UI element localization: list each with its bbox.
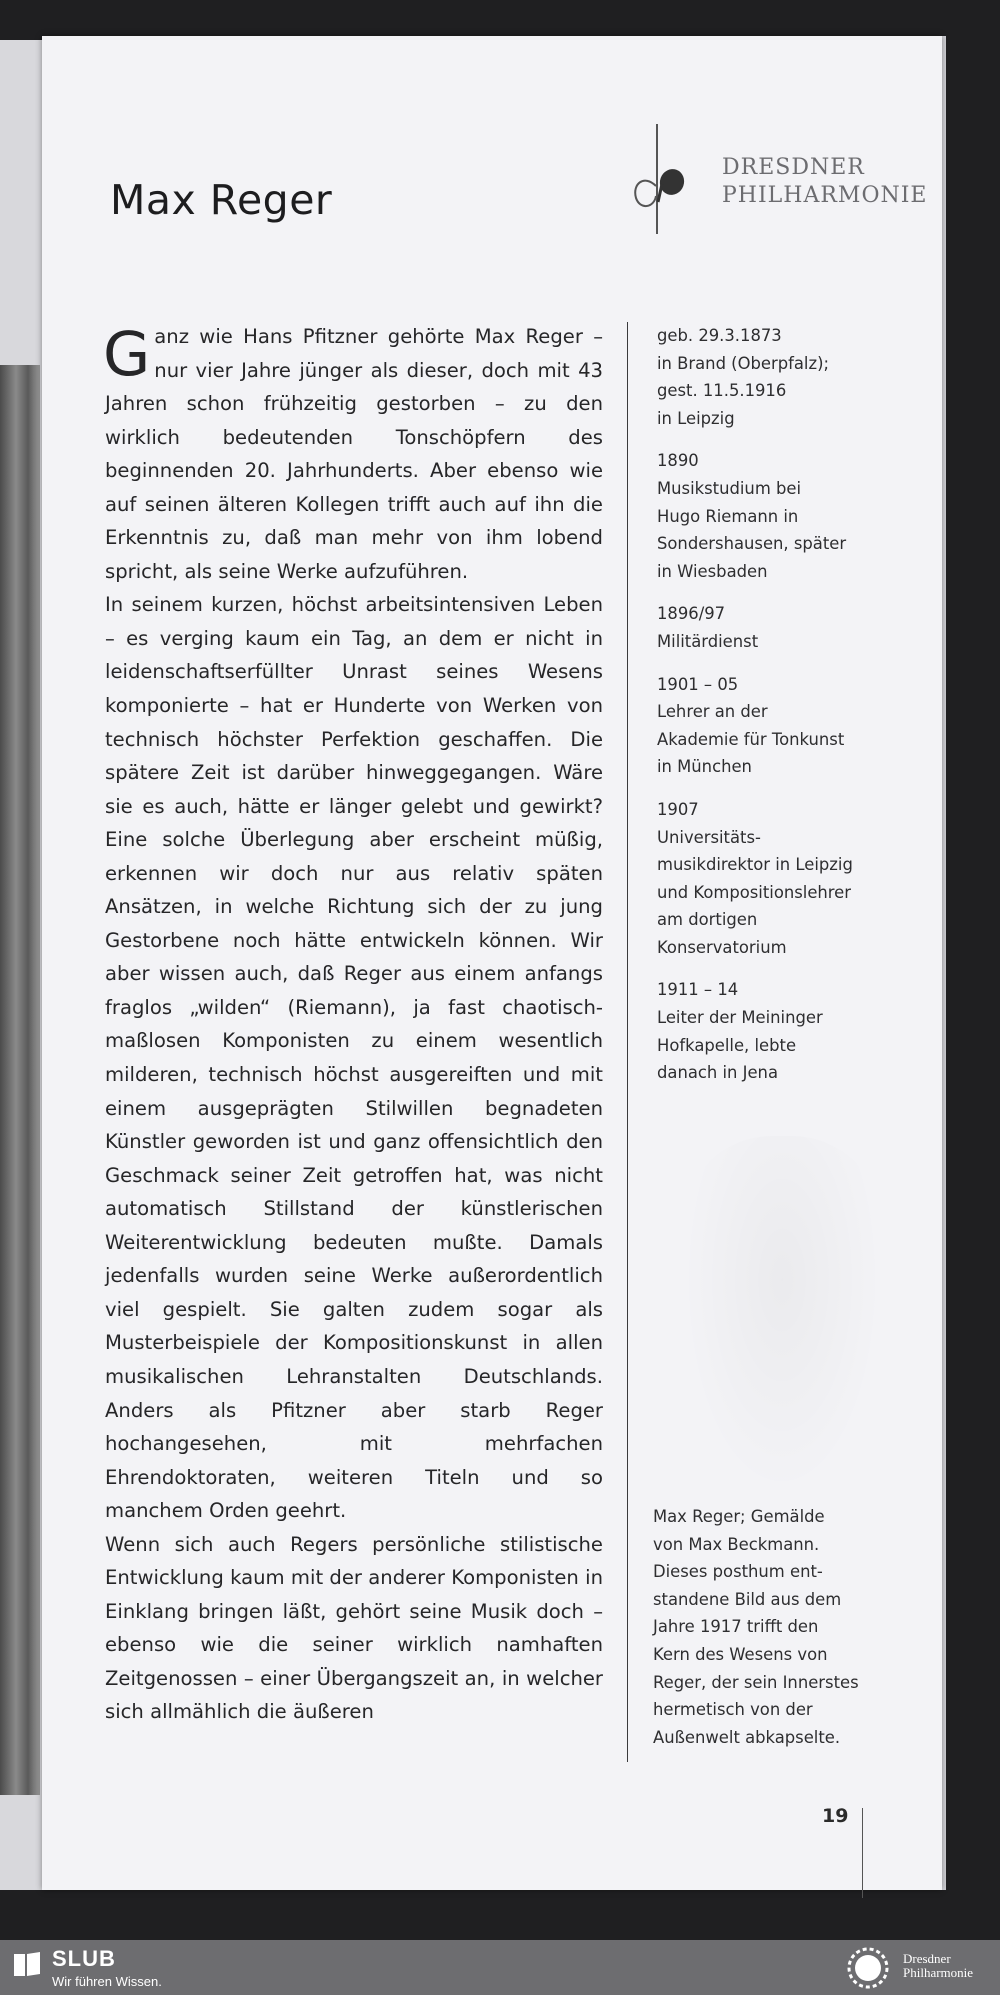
timeline-line: gest. 11.5.1916 <box>657 381 787 401</box>
partner-line-1: Dresdner <box>903 1951 951 1966</box>
caption-line: standene Bild aus dem <box>653 1589 842 1609</box>
timeline-line: Akademie für Tonkunst <box>657 729 845 749</box>
logo-line-2: PHILHARMONIE <box>722 183 928 208</box>
timeline-entry <box>657 447 897 585</box>
footer-bar <box>0 1940 1000 1995</box>
library-name: SLUB <box>52 1946 116 1971</box>
logo-wordmark <box>722 154 928 210</box>
slub-logo-icon <box>14 1952 40 1976</box>
timeline-line: Konservatorium <box>657 937 787 957</box>
timeline-line: Sondershausen, später <box>657 534 847 554</box>
timeline-line: Leiter der Meininger <box>657 1008 823 1028</box>
timeline-line: Musikstudium bei <box>657 478 802 498</box>
timeline-entry <box>657 671 897 781</box>
caption-line: Kern des Wesens von <box>653 1644 828 1664</box>
timeline-line: 1911 – 14 <box>657 980 739 1000</box>
caption-line: von Max Beckmann. <box>653 1534 820 1554</box>
timeline-line: musikdirektor in Leipzig <box>657 855 853 875</box>
paragraph: In seinem kurzen, höchst arbeitsintensiven Leben – es verging kaum ein Tag, an dem er nicht in leidenschaftserfüllter Unrast seines Wesens komponierte – hat er Hunderte von Werken von technisch höchster Perfektion geschaffen. Die spätere Zeit ist darüber hinweggegangen. Wäre sie es auch, hätte er länger gelebt und gewirkt? Eine solche Überlegung aber erscheint müßig, erkennen wir doch nur aus relativ späten Ansätzen, in welche Richtung sich der zu jung Gestorbene noch hätte entwickeln können. Wir aber wissen auch, daß Reger aus einem anfangs fraglos „wilden“ (Riemann), ja fast chaotisch-maßlosen Komponisten zu einem wesentlich milderen, technisch höchst ausgereiften und mit einem ausgeprägten Stilwillen begnadeten Künstler geworden ist und ganz offensichtlich den Geschmack seiner Zeit getroffen hat, was nicht automatisch Stillstand der künstlerischen Weiterentwicklung bedeuten mußte. Damals jedenfalls wurden seine Werke außerordentlich viel gespielt. Sie galten zudem sogar als Musterbeispiele der Kompositionskunst in allen musikalischen Lehranstalten Deutschlands. Anders als Pfitzner aber starb Reger hochangesehen, mit mehrfachen Ehrendoktoraten, weiteren Titeln und so manchem Orden geehrt. <box>105 593 603 1523</box>
previous-page-edge <box>0 40 44 1890</box>
timeline-line: in München <box>657 757 752 777</box>
partner-name <box>903 1952 973 1980</box>
timeline-line: danach in Jena <box>657 1063 778 1083</box>
dp-monogram-icon <box>634 124 724 284</box>
page-number: 19 <box>822 1805 849 1827</box>
timeline-line: 1890 <box>657 451 699 471</box>
timeline-line: Militärdienst <box>657 631 759 651</box>
timeline-line: am dortigen <box>657 910 758 930</box>
philharmonie-emblem-icon <box>841 1945 895 1991</box>
timeline-line: Hofkapelle, lebte <box>657 1035 797 1055</box>
timeline-entry <box>657 796 897 962</box>
caption-line: Dieses posthum ent- <box>653 1562 823 1582</box>
drop-cap: G <box>103 319 151 390</box>
timeline-line: 1896/97 <box>657 604 726 624</box>
timeline-line: Lehrer an der <box>657 702 768 722</box>
caption-line: hermetisch von der <box>653 1700 813 1720</box>
article-body <box>105 320 603 1729</box>
paragraph: Wenn sich auch Regers persönliche stilistische Entwicklung kaum mit der anderer Komponisten in Einklang bringen läßt, gehört seine Musik doch – ebenso wie die seiner wirklich namhaften Zeitgenossen – einer Übergangszeit an, in welcher sich allmählich die äußeren <box>105 1532 603 1724</box>
library-tagline: Wir führen Wissen. <box>52 1974 162 1989</box>
caption-line: Außenwelt abkapselte. <box>653 1727 841 1747</box>
timeline-line: Hugo Riemann in <box>657 506 799 526</box>
timeline-line: in Wiesbaden <box>657 561 768 581</box>
biography-timeline <box>657 322 897 1102</box>
paragraph: anz wie Hans Pfitzner gehörte Max Reger – nur vier Jahre jünger als dieser, doch mit 43 Jahren schon frühzeitig gestorben – zu den wirklich bedeutenden Tonschöpfern des beginnenden 20. Jahrhunderts. Aber ebenso wie auf seinen älteren Kollegen trifft auch auf ihn die Erkenntnis zu, daß man mehr von ihm lobend spricht, als seine Werke aufzuführen. <box>105 325 603 583</box>
bleed-through-image <box>682 1136 882 1496</box>
timeline-entry <box>657 600 897 655</box>
dresdner-philharmonie-logo <box>634 124 934 284</box>
caption-line: Max Reger; Gemälde <box>653 1507 825 1526</box>
timeline-line: in Brand (Oberpfalz); <box>657 353 829 373</box>
page-number-rule <box>862 1808 863 1898</box>
caption-line: Jahre 1917 trifft den <box>653 1617 819 1637</box>
timeline-line: 1907 <box>657 799 699 819</box>
timeline-line: geb. 29.3.1873 <box>657 326 782 345</box>
column-divider <box>627 322 628 1762</box>
timeline-line: und Kompositionslehrer <box>657 882 852 902</box>
painting-caption <box>653 1503 893 1751</box>
previous-page-photo <box>0 365 40 1795</box>
timeline-line: Universitäts- <box>657 827 761 847</box>
logo-line-1: DRESDNER <box>722 155 865 180</box>
article-title: Max Reger <box>110 176 333 224</box>
timeline-line: 1901 – 05 <box>657 674 739 694</box>
partner-line-2: Philharmonie <box>903 1965 974 1980</box>
timeline-line: in Leipzig <box>657 408 735 428</box>
timeline-entry <box>657 976 897 1086</box>
timeline-entry <box>657 322 897 432</box>
caption-line: Reger, der sein Innerstes <box>653 1672 859 1692</box>
